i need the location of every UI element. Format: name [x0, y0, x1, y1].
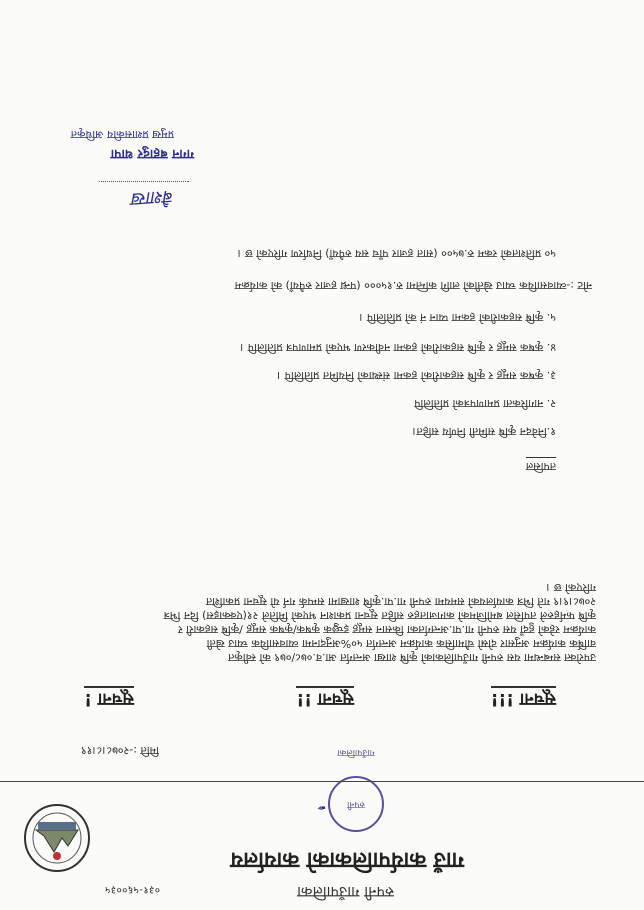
- body-line: कार्यक्रम रहेको हुदाँ यस रुपनी गा.पा.अन्तर्गतका किसान समूह इच्छुक कृषक/कृषक समूह /कृषि सहकारी र: [178, 623, 596, 636]
- stamp-signature: ✒: [315, 800, 327, 815]
- notice-1: सूचना !: [84, 686, 134, 712]
- phone-number: ०३१-५६००३५: [104, 884, 160, 895]
- date-label: मिति :-२०७८।८।१९: [80, 744, 159, 757]
- municipality-name: रुपनी गाउँपालिका: [297, 883, 394, 901]
- annex-item: १.निवेदन कृषि समिती निर्णय सहित।: [412, 425, 556, 438]
- body-line: २०७८।९।९ गते भित्र कार्यालयको समयमा रुपनी गा.पा.कृषि शाखामा सम्पर्क गर्न यो सूचना प्रकाशित: [205, 595, 596, 608]
- signature-line: [99, 181, 189, 182]
- office-stamp: रुपनी गाउँपालिका: [328, 776, 384, 832]
- annex-item: २. नागरिकता प्रमाणपत्रको प्रतिलिपि: [414, 397, 556, 410]
- notice-3: सूचना !!!: [491, 686, 556, 712]
- annex-note: ५० प्रतिशतको रकम रु.७५०० (सात हजार पाँच सय रुपैयाँ) निर्धारण गरिएको छ ।: [237, 247, 556, 260]
- municipality-logo: [22, 802, 92, 874]
- signatory-title: प्रमुख प्रशासकीय अधिकृत: [70, 128, 174, 141]
- annex-heading: तपसिल: [526, 457, 556, 474]
- signature-scribble: बैशाख: [131, 185, 175, 210]
- body-line: कृषि फर्महरुले तपसिल बमोजिमको कागजातहरु सहित सूचना प्रकाशन भएको मितिले २१(एक्काइस) दिन भित्र: [163, 609, 596, 622]
- annex-note: नोट :-व्यावसायिक च्याउ खेतीको लागि कम्तिमा रु.१५००० (पन्ध्र हजार रुपैयाँ) को कार्यक्रम: [234, 279, 592, 292]
- body-line: गरिएको छ ।: [546, 581, 596, 594]
- annex-item: ४. कृषक समूह र कृषि सहकारीको हकमा नवीकरण भएको प्रमाणपत्र प्रतिलिपि ।: [240, 341, 556, 354]
- header-rule: [0, 781, 644, 782]
- body-line: उपरोक्त सम्बन्धमा यस रुपनी गाउँपालिकाको कृषि शाखा अन्तर्गत आ.व.०७८/०७९ को स्वीकृत: [228, 651, 596, 664]
- annex-item: ५. कृषि सहकारीको हकमा प्यान नं को प्रतिलिपि ।: [359, 311, 556, 324]
- office-name: गाउँ कार्यपालिकाको कार्यालय: [230, 847, 464, 872]
- notice-body: [46, 580, 596, 664]
- signatory-name: गगन बहादुर थापा: [110, 146, 194, 161]
- body-line: वार्षिक कार्यक्रम अनुसार दोस्रो चौमासिक कार्यक्रम अन्तर्गत ५०%अनुदानमा व्यावसायिक च्याउ खेती: [206, 637, 596, 650]
- annex-item: ३. कृषक समूह र कृषि सहकारीको हकमा संस्थाको नियमित प्रतिलिपि ।: [276, 369, 556, 382]
- notice-2: सूचना !!: [296, 686, 354, 712]
